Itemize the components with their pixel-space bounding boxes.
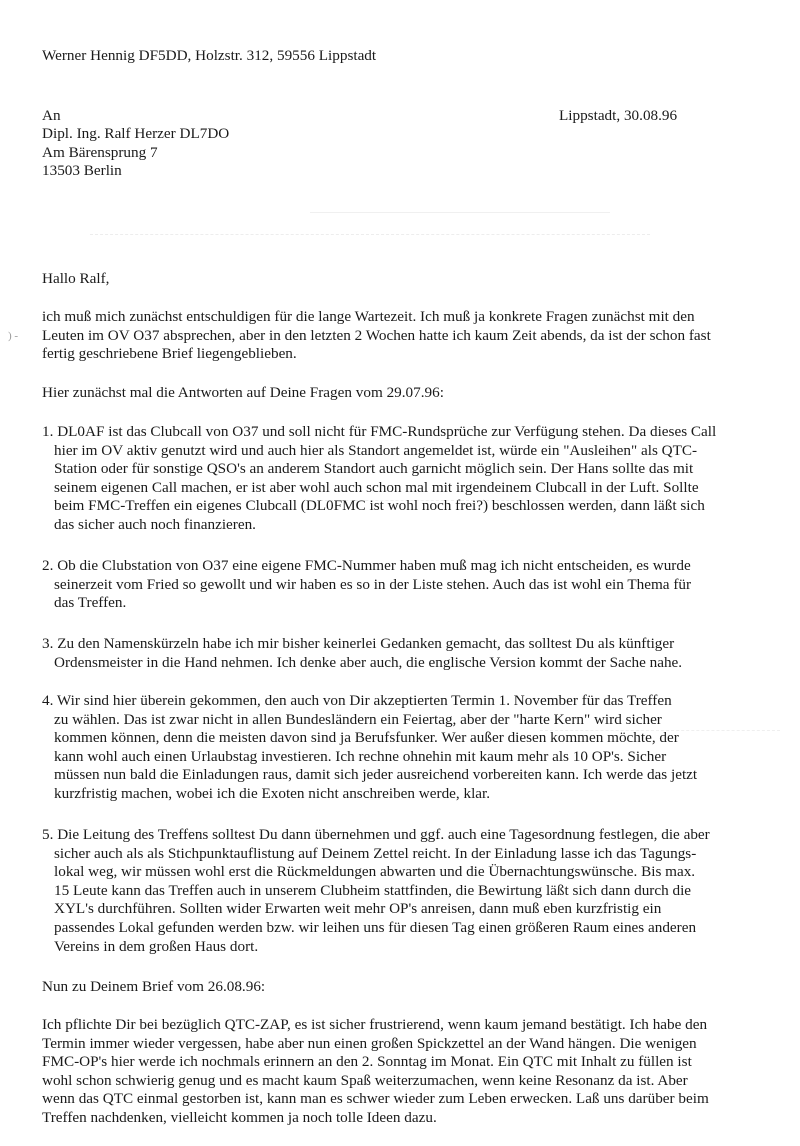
answer-item-3 bbox=[42, 635, 682, 672]
recipient-city: 13503 Berlin bbox=[42, 162, 122, 179]
recipient-name: Dipl. Ing. Ralf Herzer DL7DO bbox=[42, 125, 230, 142]
closing-paragraph bbox=[42, 1016, 709, 1128]
text-line: lokal weg, wir müssen wohl erst die Rückmeldungen abwarten und die Übernachtungswünsche. Bis max. bbox=[54, 863, 696, 881]
text-line: Termin immer wieder vergessen, habe aber nun einen großen Spickzettel an der Wand hängen. Die wenigen bbox=[42, 1034, 697, 1052]
text-line: das sicher auch noch finanzieren. bbox=[54, 515, 256, 533]
text-line: 1. DL0AF ist das Clubcall von O37 und soll nicht für FMC-Rundsprüche zur Verfügung stehen. Da dieses Call bbox=[42, 423, 717, 440]
text-line: Vereins in dem großen Haus dort. bbox=[54, 937, 259, 955]
text-line: sicher auch als als Stichpunktauflistung auf Deinem Zettel reicht. In der Einladung lasse ich das Tagungs- bbox=[54, 844, 697, 862]
text-line: müssen nun bald die Einladungen raus, damit sich jeder ausreichend vorbereiten kann. Ich werde das jetzt bbox=[54, 766, 698, 784]
text-line: kann wohl auch einen Urlaubstag investieren. Ich rechne ohnehin mit kaum mehr als 10 OP's. Sicher bbox=[54, 747, 667, 765]
text-line: Ich pflichte Dir bei bezüglich QTC-ZAP, es ist sicher frustrierend, wenn kaum jemand bestätigt. Ich habe den bbox=[42, 1016, 708, 1033]
answer-item-2 bbox=[42, 557, 691, 613]
text-line: passendes Lokal gefunden werden bzw. wir leihen uns für diesen Tag einen größeren Raum eines anderen bbox=[54, 918, 697, 936]
text-line: Ordensmeister in die Hand nehmen. Ich denke aber auch, die englische Version kommt der Sache nahe. bbox=[54, 653, 683, 671]
text-line: das Treffen. bbox=[54, 594, 127, 612]
text-line: 3. Zu den Namenskürzeln habe ich mir bisher keinerlei Gedanken gemacht, das solltest Du als künftiger bbox=[42, 635, 675, 652]
text-line: beim FMC-Treffen ein eigenes Clubcall (DL0FMC ist wohl noch frei?) beschlossen werden, dann läßt sich bbox=[54, 497, 705, 515]
text-line: Station oder für sonstige QSO's an anderem Standort auch garnicht möglich sein. Der Hans sollte das mit bbox=[54, 460, 694, 478]
answer-item-5 bbox=[42, 826, 710, 956]
answer-item-4 bbox=[42, 692, 697, 804]
text-line: 4. Wir sind hier überein gekommen, den auch von Dir akzeptierten Termin 1. November für das Treffen bbox=[42, 692, 672, 709]
answers-intro: Hier zunächst mal die Antworten auf Deine Fragen vom 29.07.96: bbox=[42, 384, 444, 401]
text-line: wohl schon schwierig genug und es macht kaum Spaß weiterzumachen, wenn keine Resonanz da ist. Aber bbox=[42, 1071, 688, 1089]
text-line: zu wählen. Das ist zwar nicht in allen Bundesländern ein Feiertag, aber der "harte Kern" wird sicher bbox=[54, 710, 662, 728]
answer-item-1 bbox=[42, 423, 716, 535]
sender-line: Werner Hennig DF5DD, Holzstr. 312, 59556 Lippstadt bbox=[42, 47, 377, 64]
letter-reference: Nun zu Deinem Brief vom 26.08.96: bbox=[42, 978, 266, 995]
scan-speck: ) - bbox=[8, 330, 19, 342]
bleed-through-artifact bbox=[90, 234, 650, 245]
text-line: fertig geschriebene Brief liegengeblieben. bbox=[42, 345, 297, 363]
text-line: 5. Die Leitung des Treffens solltest Du dann übernehmen und ggf. auch eine Tagesordnung festlegen, die aber bbox=[42, 826, 710, 843]
greeting: Hallo Ralf, bbox=[42, 270, 110, 287]
text-line: ich muß mich zunächst entschuldigen für die lange Wartezeit. Ich muß ja konkrete Fragen zunächst mit den bbox=[42, 308, 695, 325]
text-line: Treffen nachdenken, vielleicht kommen ja noch tolle Ideen dazu. bbox=[42, 1108, 437, 1126]
text-line: kurzfristig machen, wobei ich die Exoten nicht anschreiben werde, klar. bbox=[54, 784, 491, 802]
text-line: kommen können, denn die meisten davon sind ja Berufsfunker. Wer außer diesen kommen möchte, der bbox=[54, 729, 679, 747]
intro-paragraph bbox=[42, 308, 711, 364]
text-line: 15 Leute kann das Treffen auch in unserem Clubheim stattfinden, die Bewirtung läßt sich dann durch die bbox=[54, 881, 692, 899]
text-line: seinerzeit vom Fried so gewollt und wir haben es so in der Liste stehen. Auch das ist wohl ein Thema für bbox=[54, 575, 692, 593]
text-line: hier im OV aktiv genutzt wird und auch hier als Standort angemeldet ist, würde ein "Ausleihen" als QTC- bbox=[54, 441, 698, 459]
text-line: wenn das QTC einmal gestorben ist, kann man es schwer wieder zum Leben erwecken. Laß uns darüber beim bbox=[42, 1090, 709, 1108]
text-line: Leuten im OV O37 absprechen, aber in den letzten 2 Wochen hatte ich kaum Zeit abends, da ist der schon fast bbox=[42, 326, 711, 344]
bleed-through-artifact bbox=[310, 212, 610, 225]
text-line: XYL's durchführen. Sollten wider Erwarten weit mehr OP's anreisen, dann muß eben kurzfristig ein bbox=[54, 900, 662, 918]
recipient-to: An bbox=[42, 107, 61, 124]
recipient-street: Am Bärensprung 7 bbox=[42, 144, 158, 161]
text-line: FMC-OP's hier werde ich nochmals erinnern an den 2. Sonntag im Monat. Ein QTC mit Inhalt zu füllen ist bbox=[42, 1053, 692, 1071]
place-date: Lippstadt, 30.08.96 bbox=[559, 107, 678, 124]
text-line: 2. Ob die Clubstation von O37 eine eigene FMC-Nummer haben muß mag ich nicht entscheiden, es wurde bbox=[42, 557, 691, 574]
text-line: seinem eigenen Call machen, er ist aber wohl auch schon mal mit irgendeinem Clubcall in der Luft. Sollte bbox=[54, 478, 699, 496]
